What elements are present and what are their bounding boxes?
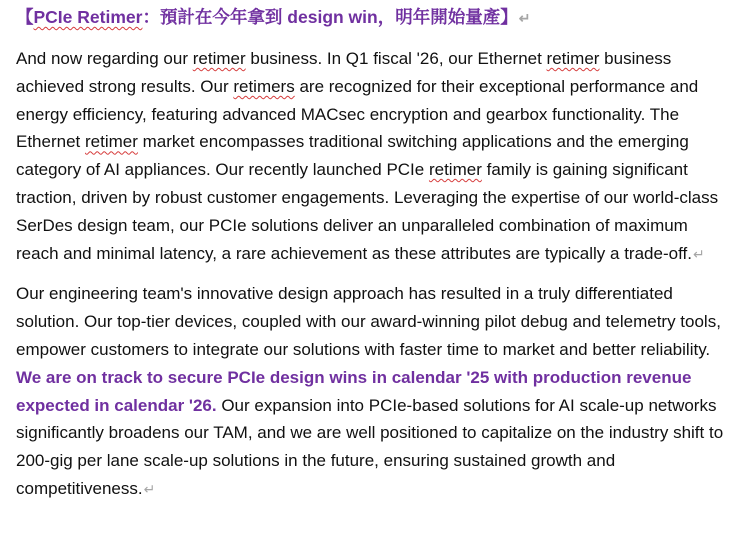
text-run: And now regarding our [16,49,193,68]
spellcheck-flagged-word: retimer [85,132,138,152]
paragraph-mark-icon: ↵ [518,10,531,26]
text-run: Our expansion into PCIe-based solutions for AI scale-up networks significantly broadens our TAM, and we are well positioned to capitalize on the industry shift to 200-gig per lane scale-up solutions in the future, ensuring sustained growth and competitiveness. [16,395,724,498]
text-run: family is gaining significant traction, driven by robust customer engagements. Leveraging the expertise of our world-class SerDes design team, our PCIe solutions deliver an unparalleled combination of maximum reach and minimal latency, a rare achievement as these attributes are typically a trade-off. [16,160,719,263]
text-run: business. In Q1 fiscal '26, our Ethernet [245,49,547,68]
section-heading [16,4,734,31]
text-run: are recognized for their exceptional performance and energy efficiency, featuring advanced MACsec encryption and gearbox functionality. The Ethernet [16,76,699,152]
paragraph [16,45,734,268]
text-run: Our engineering team's innovative design approach has resulted in a truly differentiated solution. Our top-tier devices, coupled with our award-winning pilot debug and telemetry tools, empower customers to integrate our solutions with faster time to market and better reliability. [16,284,721,359]
document-body [16,4,734,504]
heading-rest: ：預計在今年拿到 design win，明年開始量產】 [142,7,518,27]
text-run: business achieved strong results. Our [16,49,672,96]
spellcheck-flagged-word: retimer [546,49,600,68]
spellcheck-flagged-word: retimers [233,76,295,96]
heading-open-bracket: 【 [16,7,34,27]
paragraph-mark-icon: ↵ [143,480,156,497]
paragraph [16,280,734,503]
heading-keyword: PCIe Retimer [33,7,143,27]
spellcheck-flagged-word: retimer [192,49,246,68]
paragraph-mark-icon: ↵ [692,245,705,262]
spellcheck-flagged-word: retimer [428,160,482,180]
text-run: market encompasses traditional switching applications and the emerging category of AI appliances. Our recently launched PCIe [16,132,689,180]
highlighted-text: We are on track to secure PCIe design wins in calendar '25 with production revenue expected in calendar '26. [16,367,692,415]
